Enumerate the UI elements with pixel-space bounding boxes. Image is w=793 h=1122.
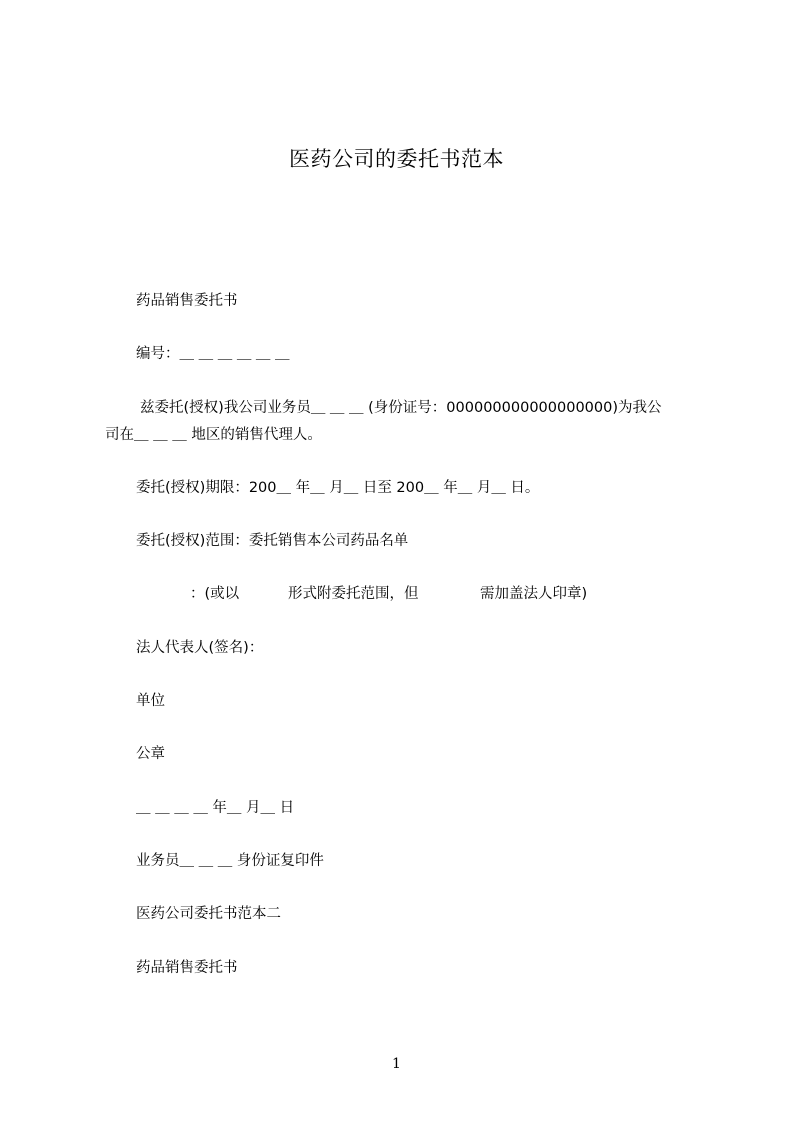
scope-note-part-3: 需加盖法人印章) [480,586,588,602]
heading-line: 药品销售委托书 [136,293,238,309]
period-line: 委托(授权)期限：200＿ 年＿ 月＿ 日至 200＿ 年＿ 月＿ 日。 [136,480,540,496]
salesperson-id-line: 业务员＿ ＿ ＿ 身份证复印件 [136,853,324,869]
unit-line: 单位 [136,693,165,709]
delegation-line-2: 司在＿ ＿ ＿ 地区的销售代理人。 [105,427,322,443]
document-title: 医药公司的委托书范本 [289,147,504,171]
legal-representative-line: 法人代表人(签名)： [136,640,264,656]
second-template-title: 药品销售委托书 [136,960,238,976]
delegation-line-1: 兹委托(授权)我公司业务员＿ ＿ ＿ (身份证号：000000000000000000)为我公 [140,400,662,416]
second-template-heading: 医药公司委托书范本二 [136,906,281,922]
scope-note-part-1: ：(或以 [190,586,240,602]
scope-line: 委托(授权)范围：委托销售本公司药品名单 [136,533,409,549]
serial-number-line: 编号：＿ ＿ ＿ ＿ ＿ ＿ [136,346,290,362]
scope-note-part-2: 形式附委托范围，但 [288,586,419,602]
page-number: 1 [392,1056,401,1072]
seal-line: 公章 [136,746,165,762]
date-line: ＿ ＿ ＿ ＿ 年＿ 月＿ 日 [136,800,295,816]
